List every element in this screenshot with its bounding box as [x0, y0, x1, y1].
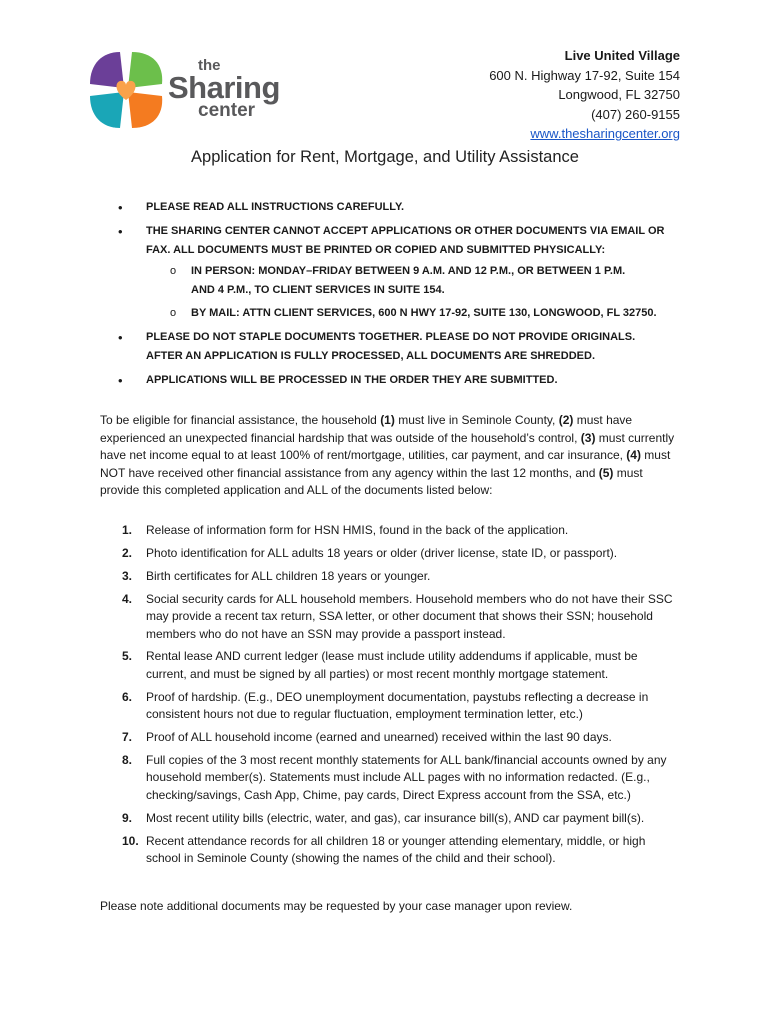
item-text: Release of information form for HSN HMIS, found in the back of the application.	[146, 523, 569, 537]
bullet-icon: •	[118, 373, 123, 388]
item-number: 2.	[122, 545, 133, 560]
instruction-text: PLEASE READ ALL INSTRUCTIONS CAREFULLY.	[146, 201, 405, 213]
item-text: Social security cards for ALL household members. Household members who do not have their SSC may provide a recent tax return, SSA letter, or other document that shows their SSN; household members who do not have an SSN may provide a passport instead.	[146, 591, 673, 641]
item-number: 8.	[122, 752, 133, 767]
logo-wordmark	[168, 59, 298, 119]
required-documents-list	[100, 522, 680, 873]
item-number: 10.	[122, 833, 139, 848]
subitem-text: IN PERSON: MONDAY–FRIDAY BETWEEN 9 A.M. AND 12 P.M., OR BETWEEN 1 P.M.	[191, 265, 626, 277]
document-item	[100, 729, 680, 746]
page-title: Application for Rent, Mortgage, and Utility Assistance	[191, 148, 579, 166]
subitem-text: BY MAIL: ATTN CLIENT SERVICES, 600 N HWY 17-92, SUITE 130, LONGWOOD, FL 32750.	[191, 307, 657, 319]
document-item	[100, 752, 680, 804]
document-item	[100, 591, 680, 643]
circle-bullet-icon: o	[170, 265, 177, 277]
instruction-subitem	[146, 304, 678, 323]
item-number: 1.	[122, 523, 133, 537]
instruction-text: APPLICATIONS WILL BE PROCESSED IN THE ORDER THEY ARE SUBMITTED.	[146, 374, 558, 386]
item-text: Birth certificates for ALL children 18 years or younger.	[146, 568, 431, 583]
instruction-item	[118, 371, 678, 390]
instruction-text: FAX. ALL DOCUMENTS MUST BE PRINTED OR COPIED AND SUBMITTED PHYSICALLY:	[146, 244, 606, 256]
document-item	[100, 810, 680, 827]
item-number: 4.	[122, 591, 133, 606]
item-number: 7.	[122, 730, 133, 745]
instruction-item	[118, 222, 678, 323]
instruction-text: PLEASE DO NOT STAPLE DOCUMENTS TOGETHER. PLEASE DO NOT PROVIDE ORIGINALS.	[146, 331, 636, 343]
street-address: 600 N. Highway 17-92, Suite 154	[489, 67, 680, 83]
eligibility-paragraph: To be eligible for financial assistance, the household (1) must live in Seminole County, (2) must have experienced an unexpected financial hardship that was outside of the household’s control, (3) must currently have net income equal to at least 100% of rent/mortgage, utilities, car payment, and car insurance, (4) must NOT have received other financial assistance from any agency within the last 12 months, and (5) must provide this completed application and ALL of the documents listed below:	[100, 413, 675, 497]
document-item	[100, 568, 680, 585]
item-text: Rental lease AND current ledger (lease must include utility addendums if applicable, must be current, and must be signed by all parties) or most recent monthly mortgage statement.	[146, 649, 638, 681]
logo-petal-teal	[90, 92, 124, 128]
item-number: 9.	[122, 810, 133, 825]
item-text: Full copies of the 3 most recent monthly statements for ALL bank/financial accounts owned by any household member(s). Statements must include ALL pages with no information redacted. (E.g., checking/savings, Cash App, Chime, pay cards, Direct Express account from the SSA, etc.)	[146, 752, 667, 802]
subitem-text: AND 4 P.M., TO CLIENT SERVICES IN SUITE 154.	[191, 284, 445, 296]
logo-word-the: the	[198, 57, 221, 74]
item-number: 3.	[122, 568, 133, 583]
instruction-item	[118, 328, 678, 366]
item-text: Photo identification for ALL adults 18 years or older (driver license, state ID, or passport).	[146, 545, 618, 560]
logo-word-center: center	[198, 100, 256, 121]
document-item	[100, 648, 680, 683]
item-text: Most recent utility bills (electric, water, and gas), car insurance bill(s), AND car payment bill(s).	[146, 810, 645, 825]
website-link[interactable]: www.thesharingcenter.org	[530, 126, 680, 141]
instruction-item	[118, 198, 678, 217]
additional-documents-note: Please note additional documents may be requested by your case manager upon review.	[100, 899, 573, 913]
bullet-icon: •	[118, 330, 123, 345]
instruction-text: THE SHARING CENTER CANNOT ACCEPT APPLICATIONS OR OTHER DOCUMENTS VIA EMAIL OR	[146, 225, 665, 237]
item-number: 5.	[122, 649, 133, 664]
document-item	[100, 522, 680, 539]
item-number: 6.	[122, 689, 133, 704]
phone-number: (407) 260-9155	[591, 106, 680, 122]
instruction-text: AFTER AN APPLICATION IS FULLY PROCESSED, ALL DOCUMENTS ARE SHREDDED.	[146, 350, 595, 362]
item-text: Proof of hardship. (E.g., DEO unemployment documentation, paystubs reflecting a decrease in consistent hours not due to regular fluctuation, employment termination letter, etc.)	[146, 689, 649, 722]
circle-bullet-icon: o	[170, 307, 177, 319]
document-item	[100, 689, 680, 724]
address-block	[489, 46, 680, 144]
city-state-zip: Longwood, FL 32750	[558, 87, 680, 102]
logo-petal-orange	[128, 92, 162, 128]
item-text: Proof of ALL household income (earned and unearned) received within the last 90 days.	[146, 730, 612, 745]
logo-word-sharing: Sharing	[168, 70, 280, 105]
instructions-list	[118, 198, 678, 395]
item-text: Recent attendance records for all children 18 or younger attending elementary, middle, or high school in Seminole County (showing the names of the child and their school).	[146, 833, 646, 865]
org-name: Live United Village	[564, 48, 680, 63]
instruction-subitem	[146, 262, 678, 300]
bullet-icon: •	[118, 224, 123, 239]
bullet-icon: •	[118, 200, 123, 215]
document-item	[100, 545, 680, 562]
document-item	[100, 833, 680, 868]
